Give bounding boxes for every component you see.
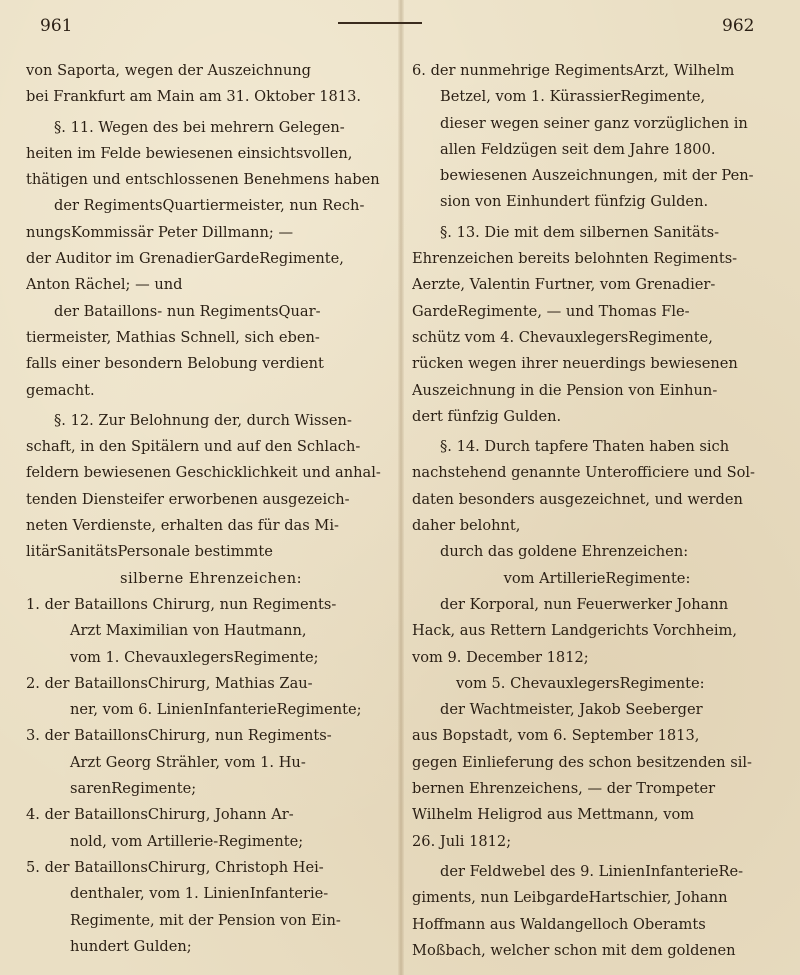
header-rule — [338, 22, 422, 24]
text-line: Regimente, mit der Pension von Ein- — [70, 911, 341, 929]
text-line: tiermeister, Mathias Schnell, sich eben- — [26, 328, 320, 346]
text-line: gegen Einlieferung des schon besitzenden sil- — [412, 753, 752, 771]
text-line: aus Bopstadt, vom 6. September 1813, — [412, 727, 700, 745]
text-line: der Auditor im GrenadierGardeRegimente, — [26, 250, 344, 268]
section-12-start: §. 12. Zur Belohnung der, durch Wissen- — [54, 411, 352, 429]
text-line: daten besonders ausgezeichnet, und werden — [412, 490, 743, 508]
text-line: der Wachtmeister, Jakob Seeberger — [440, 701, 703, 719]
text-line: allen Feldzügen seit dem Jahre 1800. — [440, 140, 716, 158]
text-line: Auszeichnung in die Pension von Einhun- — [412, 381, 718, 399]
list-item: 1. der Bataillons Chirurg, nun Regiments- — [26, 595, 337, 613]
text-line: bei Frankfurt am Main am 31. Oktober 1813. — [26, 88, 361, 106]
page-number-right: 962 — [722, 16, 755, 36]
text-line: tenden Diensteifer erworbenen ausgezeich- — [26, 490, 350, 508]
text-line: 26. Juli 1812; — [412, 832, 512, 850]
subheading-silver-medal: silberne Ehrenzeichen: — [119, 569, 303, 587]
text-line: heiten im Felde bewiesenen einsichtsvollen, — [26, 144, 353, 162]
text-line: Arzt Georg Strähler, vom 1. Hu- — [70, 753, 306, 771]
text-line: GardeRegimente, — und Thomas Fle- — [412, 302, 690, 320]
text-line: Arzt Maximilian von Hautmann, — [70, 622, 307, 640]
text-line: thätigen und entschlossenen Benehmens haben — [26, 171, 380, 189]
text-line: bernen Ehrenzeichens, — der Trompeter — [412, 780, 716, 798]
text-line: ner, vom 6. LinienInfanterieRegimente; — [70, 701, 362, 719]
text-line: litärSanitätsPersonale bestimmte — [26, 543, 273, 561]
text-line: dieser wegen seiner ganz vorzüglichen in — [440, 114, 748, 132]
page-fold — [398, 0, 404, 975]
text-line: denthaler, vom 1. LinienInfanterie- — [70, 885, 329, 903]
subheading-artillery: vom ArtillerieRegimente: — [503, 569, 691, 587]
text-line: schaft, in den Spitälern und auf den Schlach- — [26, 438, 361, 456]
left-column — [26, 58, 396, 960]
section-13-start: §. 13. Die mit dem silbernen Sanitäts- — [440, 223, 719, 241]
text-line: bewiesenen Auszeichnungen, mit der Pen- — [440, 167, 754, 185]
list-item: 6. der nunmehrige RegimentsArzt, Wilhelm — [412, 62, 735, 79]
text-line: dert fünfzig Gulden. — [412, 407, 562, 425]
text-line: Anton Rächel; — und — [26, 276, 183, 294]
text-line: schütz vom 4. ChevauxlegersRegimente, — [412, 328, 713, 346]
text-line: rücken wegen ihrer neuerdings bewiesenen — [412, 355, 738, 373]
text-line: Hoffmann aus Waldangelloch Oberamts — [412, 915, 706, 933]
subheading-gold-medal: durch das goldene Ehrenzeichen: — [440, 543, 689, 561]
text-line: vom 1. ChevauxlegersRegimente; — [70, 648, 319, 666]
text-line: nachstehend genannte Unterofficiere und Sol- — [412, 464, 755, 482]
text-line: feldern bewiesenen Geschicklichkeit und anhal- — [26, 464, 381, 482]
text-line: der Feldwebel des 9. LinienInfanterieRe- — [440, 862, 744, 880]
text-line: nold, vom Artillerie-Regimente; — [70, 832, 304, 850]
text-line: sion von Einhundert fünfzig Gulden. — [440, 193, 709, 211]
text-line: Moßbach, welcher schon mit dem goldenen — [412, 941, 736, 959]
text-line: hundert Gulden; — [70, 937, 192, 955]
text-line: vom 9. December 1812; — [412, 648, 589, 666]
list-item: 2. der BataillonsChirurg, Mathias Zau- — [26, 674, 313, 692]
text-line: gemacht. — [26, 381, 95, 399]
text-line: daher belohnt, — [412, 517, 521, 535]
page-number-left: 961 — [40, 16, 73, 36]
text-line: Aerzte, Valentin Furtner, vom Grenadier- — [412, 276, 716, 294]
list-item: 4. der BataillonsChirurg, Johann Ar- — [26, 806, 294, 824]
right-column — [412, 58, 782, 964]
text-line: sarenRegimente; — [70, 780, 197, 798]
text-line: von Saporta, wegen der Auszeichnung — [26, 62, 311, 79]
text-line: nungsKommissär Peter Dillmann; — — [26, 223, 294, 241]
text-line: falls einer besondern Belobung verdient — [26, 355, 324, 373]
section-14-start: §. 14. Durch tapfere Thaten haben sich — [440, 438, 730, 456]
text-line: giments, nun LeibgardeHartschier, Johann — [412, 889, 728, 907]
subheading-chevauxlegers: vom 5. ChevauxlegersRegimente: — [456, 674, 705, 692]
section-11-start: §. 11. Wegen des bei mehrern Gelegen- — [54, 118, 345, 136]
text-line: der Korporal, nun Feuerwerker Johann — [440, 595, 729, 613]
text-line: der RegimentsQuartiermeister, nun Rech- — [54, 197, 365, 215]
text-line: neten Verdienste, erhalten das für das Mi- — [26, 517, 339, 535]
text-line: Wilhelm Heligrod aus Mettmann, vom — [412, 806, 695, 824]
text-line: der Bataillons- nun RegimentsQuar- — [54, 302, 321, 320]
list-item: 5. der BataillonsChirurg, Christoph Hei- — [26, 858, 324, 876]
text-line: Hack, aus Rettern Landgerichts Vorchheim, — [412, 622, 737, 640]
text-line: Ehrenzeichen bereits belohnten Regiments- — [412, 250, 738, 268]
list-item: 3. der BataillonsChirurg, nun Regiments- — [26, 727, 332, 745]
text-line: Betzel, vom 1. KürassierRegimente, — [440, 88, 706, 106]
